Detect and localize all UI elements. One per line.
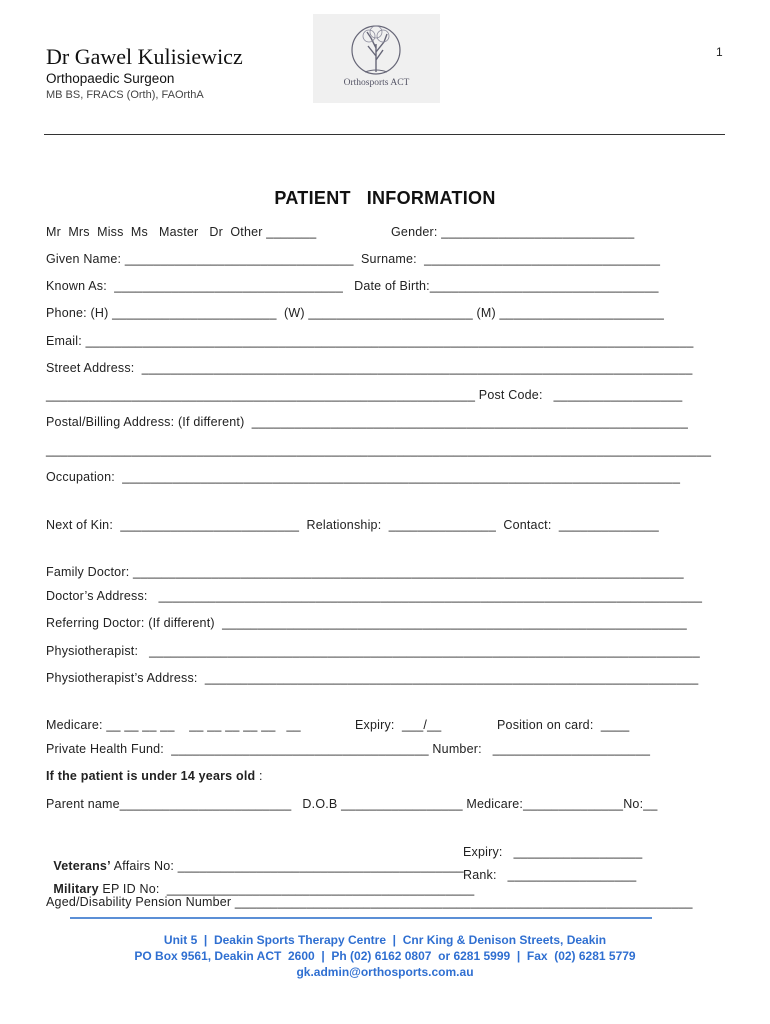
postal-billing-field[interactable]: Postal/Billing Address: (If different) _____________________________________________________________ (46, 415, 689, 429)
physiotherapist-field[interactable]: Physiotherapist: _____________________________________________________________________________ (46, 644, 700, 658)
page-number: 1 (716, 45, 723, 59)
specialty: Orthopaedic Surgeon (46, 71, 175, 86)
medicare-expiry-field[interactable]: Expiry: ___/__ (355, 718, 442, 732)
footer-divider (70, 917, 652, 919)
next-of-kin-row[interactable]: Next of Kin: _________________________ Relationship: _______________ Contact: ______________ (46, 518, 659, 532)
under-14-label: If the patient is under 14 years old (46, 769, 256, 783)
postal-line-2[interactable]: _____________________________________________________________________________________________ (46, 443, 712, 457)
footer-contact: PO Box 9561, Deakin ACT 2600 | Ph (02) 6162 0807 or 6281 5999 | Fax (02) 6281 5779 (134, 949, 636, 963)
veterans-expiry-field[interactable]: Expiry: __________________ (463, 845, 643, 859)
veterans-label: Veterans’ (53, 859, 111, 873)
veterans-rest: Affairs No: ________________________________________ (110, 859, 464, 873)
form-title: PATIENT INFORMATION (274, 188, 496, 208)
under-14-colon: : (255, 769, 263, 783)
medicare-number-field[interactable]: Medicare: __ __ __ __ __ __ __ __ __ __ (46, 718, 301, 732)
footer-address: Unit 5 | Deakin Sports Therapy Centre | Cnr King & Denison Streets, Deakin (163, 933, 607, 947)
footer-email[interactable]: gk.admin@orthosports.com.au (296, 965, 474, 979)
military-id-field[interactable] (46, 868, 474, 896)
pension-number-field[interactable]: Aged/Disability Pension Number ________________________________________________________________ (46, 895, 693, 909)
referring-doctor-field[interactable]: Referring Doctor: (If different) _________________________________________________________________ (46, 616, 687, 630)
street-address-field[interactable]: Street Address: _____________________________________________________________________________ (46, 361, 693, 375)
header-divider (44, 134, 725, 135)
logo-text: Orthosports ACT (343, 78, 410, 88)
known-as-dob-row[interactable]: Known As: ________________________________ Date of Birth:________________________________ (46, 279, 659, 293)
physio-address-field[interactable]: Physiotherapist’s Address: _____________________________________________________________________ (46, 671, 699, 685)
email-field[interactable]: Email: _____________________________________________________________________________________ (46, 334, 694, 348)
address-postcode-row[interactable]: ____________________________________________________________ Post Code: __________________ (46, 388, 683, 402)
gender-field[interactable]: Gender: ___________________________ (391, 225, 635, 239)
tree-logo-icon (313, 14, 440, 103)
title-options-row[interactable]: Mr Mrs Miss Ms Master Dr Other _______ (46, 225, 317, 239)
phone-row[interactable]: Phone: (H) _______________________ (W) _______________________ (M) _______________________ (46, 306, 665, 320)
military-rest: EP ID No: ___________________________________________ (98, 882, 475, 896)
given-name-surname-row[interactable]: Given Name: ________________________________ Surname: _________________________________ (46, 252, 661, 266)
occupation-field[interactable]: Occupation: ______________________________________________________________________________ (46, 470, 681, 484)
medicare-position-field[interactable]: Position on card: ____ (497, 718, 630, 732)
under-14-heading (46, 769, 263, 783)
family-doctor-field[interactable]: Family Doctor: _____________________________________________________________________________ (46, 565, 684, 579)
qualifications: MB BS, FRACS (Orth), FAOrthA (46, 89, 204, 101)
private-health-row[interactable]: Private Health Fund: ____________________________________ Number: ______________________ (46, 742, 651, 756)
orthosports-logo (313, 14, 440, 103)
parent-row[interactable]: Parent name________________________ D.O.B _________________ Medicare:______________No:__ (46, 797, 658, 811)
doctor-name: Dr Gawel Kulisiewicz (46, 44, 243, 69)
military-label: Military (53, 882, 99, 896)
military-rank-field[interactable]: Rank: __________________ (463, 868, 637, 882)
doctors-address-field[interactable]: Doctor’s Address: ____________________________________________________________________________ (46, 589, 703, 603)
